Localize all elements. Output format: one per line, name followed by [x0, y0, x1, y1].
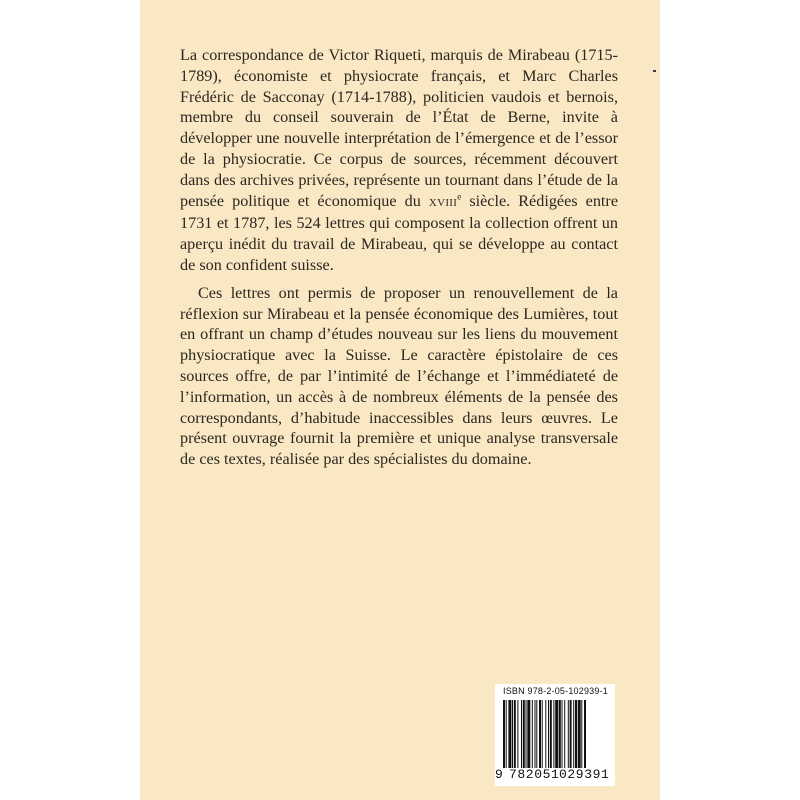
- barcode-bar: [575, 700, 577, 768]
- barcode-bar: [570, 700, 572, 768]
- book-back-cover: [140, 0, 660, 800]
- barcode-bar: [562, 700, 563, 768]
- barcode-bar: [578, 700, 581, 768]
- barcode-digit-group-2: 029391: [559, 767, 610, 782]
- barcode-bar: [536, 700, 537, 768]
- barcode-bar: [535, 700, 536, 768]
- barcode-lead-digit: 9: [495, 767, 503, 782]
- barcode-bar: [553, 700, 554, 768]
- blurb-paragraph-2: Ces lettres ont permis de proposer un renouvellement de la réflexion sur Mirabeau et la pensée économique des Lumières, tout en offrant un champ d’études nouveau sur les liens du mouvement physiocratique avec la Suisse. Le caractère épistolaire de ces sources offre, de par l’intimité de l’échange et l’immédiateté de l’information, un accès à de nombreux éléments de la pensée des correspondants, d’habitude inaccessibles dans leurs œuvres. Le présent ouvrage fournit la première et unique analyse transversale de ces textes, réalisée par des spécialistes du domaine.: [180, 283, 618, 469]
- barcode-bar: [573, 700, 574, 768]
- barcode-bar: [545, 700, 546, 768]
- barcode-bars: [503, 700, 607, 768]
- barcode-bar: [527, 700, 530, 768]
- barcode-bar: [542, 700, 543, 768]
- blurb-paragraph-1: [180, 45, 618, 276]
- barcode-bar: [508, 700, 511, 768]
- century-roman-numeral: XVIII: [428, 196, 458, 209]
- barcode-bar: [584, 700, 586, 768]
- paragraph-1-text-end: siècle. Rédigées entre 1731 et 1787, les 524 lettres qui composent la collection offrent un aperçu inédit du travail de Mirabeau, qui se développe au contact de son confident suisse.: [180, 191, 619, 274]
- barcode-bar: [506, 700, 507, 768]
- barcode-bar: [559, 700, 561, 768]
- paragraph-1-text: La correspondance de Victor Riqueti, marquis de Mirabeau (1715-1789), économiste et physiocrate français, et Marc Charles Frédéric de Sacconay (1714-1788), politicien vaudois et bernois, membre du conseil souverain de l’État de Berne, invite à développer une nouvelle interprétation de l’émergence et de l’essor de la physiocratie. Ce corpus de sources, récemment découvert dans des archives privées, représente un tournant dans l’étude de la pensée politique et économique du: [180, 46, 618, 210]
- barcode-bar: [526, 700, 527, 768]
- barcode-bar: [539, 700, 541, 768]
- barcode-bar: [550, 700, 552, 768]
- barcode-digit-group-1: 782051: [509, 767, 560, 782]
- barcode-bar: [523, 700, 525, 768]
- century-superscript: e: [457, 191, 462, 202]
- barcode-bar: [548, 700, 549, 768]
- barcode-bar: [581, 700, 582, 768]
- isbn-barcode: [495, 684, 615, 786]
- edge-mark: [653, 70, 656, 72]
- barcode-bar: [512, 700, 513, 768]
- barcode-bar: [514, 700, 516, 768]
- barcode-bar: [503, 700, 505, 768]
- barcode-bar: [521, 700, 522, 768]
- barcode-bar: [564, 700, 565, 768]
- blurb-text: [180, 45, 618, 470]
- isbn-label: ISBN 978-2-05-102939-1: [503, 686, 608, 696]
- barcode-bar: [555, 700, 558, 768]
- barcode-bar: [532, 700, 533, 768]
- barcode-bar: [568, 700, 569, 768]
- barcode-bar: [517, 700, 518, 768]
